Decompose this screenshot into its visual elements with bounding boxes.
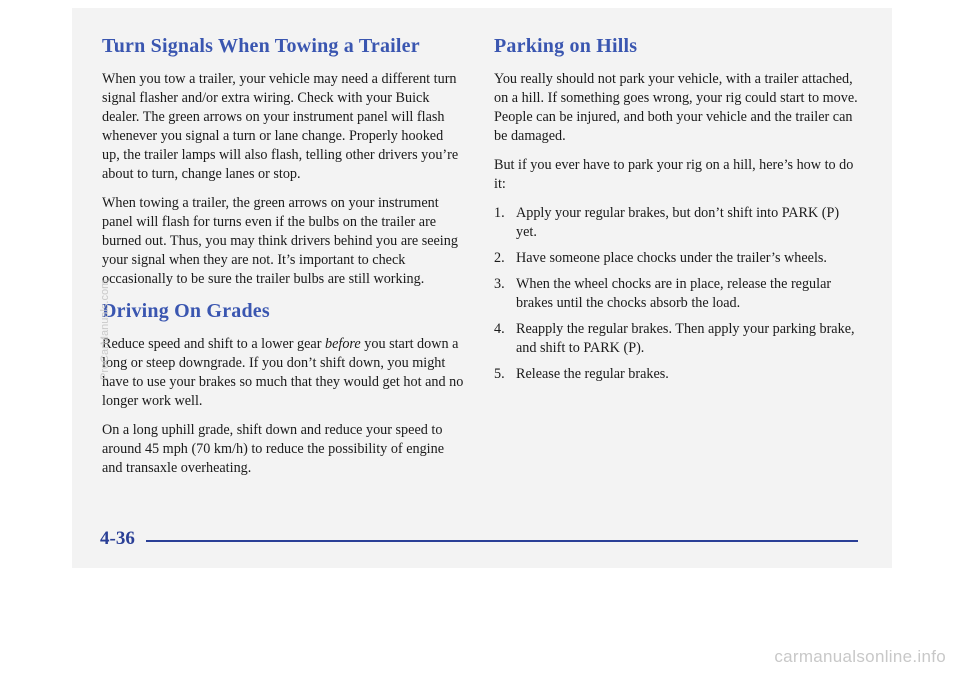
- grades-p1-before: Reduce speed and shift to a lower gear: [102, 336, 325, 352]
- grades-p1-emphasis: before: [324, 336, 361, 352]
- site-watermark: carmanualsonline.info: [774, 647, 946, 666]
- right-column: [494, 34, 859, 391]
- side-watermark: ProCarManuals.com: [99, 279, 111, 380]
- step-item: [494, 249, 859, 268]
- step-number: 1.: [494, 205, 505, 221]
- step-text: Release the regular brakes.: [516, 366, 669, 382]
- section-title-driving-on-grades: Driving On Grades: [102, 300, 270, 322]
- step-item: [494, 204, 859, 242]
- grades-p1-after: you start down a long or steep downgrade. If you don’t shift down, you might have to use your brakes so much that they would get hot and no longer work well.: [102, 336, 464, 409]
- step-item: [494, 275, 859, 313]
- step-text: When the wheel chocks are in place, release the regular brakes until the chocks absorb the load.: [516, 276, 832, 311]
- section-title-turn-signals: Turn Signals When Towing a Trailer: [102, 35, 420, 57]
- step-number: 5.: [494, 366, 505, 382]
- turn-signals-paragraph-1: When you tow a trailer, your vehicle may need a different turn signal flasher and/or extra wiring. Check with your Buick dealer. The green arrows on your instrument panel will flash whenever you signal a turn or lane change. Properly hooked up, the trailer lamps will also flash, telling other drivers you’re about to turn, change lanes or stop.: [102, 71, 459, 182]
- step-number: 3.: [494, 276, 505, 292]
- turn-signals-paragraph-2: When towing a trailer, the green arrows on your instrument panel will flash for turns even if the bulbs on the trailer are burned out. Thus, you may think drivers behind you are seeing your signal when they are not. It’s important to check occasionally to be sure the trailer bulbs are still working.: [102, 195, 458, 287]
- step-number: 4.: [494, 321, 505, 337]
- step-text: Apply your regular brakes, but don’t shift into PARK (P) yet.: [516, 205, 840, 240]
- step-text: Reapply the regular brakes. Then apply your parking brake, and shift to PARK (P).: [516, 321, 855, 356]
- left-column: [102, 34, 464, 488]
- step-item: [494, 365, 859, 384]
- section-title-parking-on-hills: Parking on Hills: [494, 35, 638, 57]
- step-text: Have someone place chocks under the trailer’s wheels.: [516, 250, 827, 266]
- footer-rule: [146, 540, 858, 542]
- parking-paragraph-1: You really should not park your vehicle, with a trailer attached, on a hill. If something goes wrong, your rig could start to move. People can be injured, and both your vehicle and the trailer can be damaged.: [494, 71, 858, 144]
- page-number: 4-36: [100, 528, 135, 549]
- step-item: [494, 320, 859, 358]
- grades-paragraph-1: [102, 335, 464, 411]
- grades-paragraph-2: On a long uphill grade, shift down and reduce your speed to around 45 mph (70 km/h) to reduce the possibility of engine and transaxle overheating.: [102, 422, 445, 476]
- page-footer: [100, 528, 860, 552]
- step-number: 2.: [494, 250, 505, 266]
- parking-steps-list: [494, 204, 859, 384]
- parking-paragraph-2: But if you ever have to park your rig on a hill, here’s how to do it:: [494, 157, 854, 192]
